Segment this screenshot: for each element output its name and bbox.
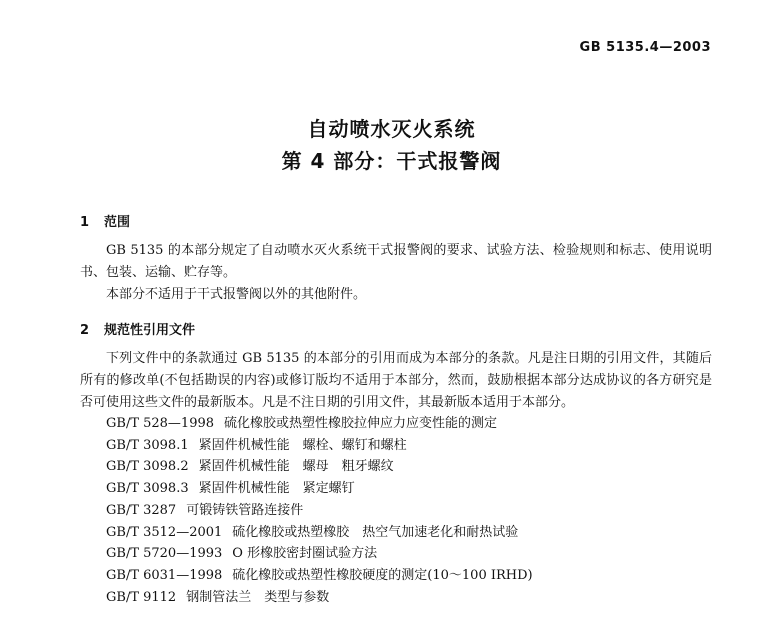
section-number: 2 (80, 323, 90, 338)
section-number: 1 (80, 215, 90, 230)
section-heading-scope (80, 211, 130, 230)
section-heading-normative-references (80, 319, 195, 338)
reference-title: 紧固件机械性能 紧定螺钉 (198, 481, 355, 497)
reference-code: GB/T 6031—1998 (106, 567, 223, 583)
paragraph: 下列文件中的条款通过 GB 5135 的本部分的引用而成为本部分的条款。凡是注日期的引用文件，其随后所有的修改单(不包括勘误的内容)或修订版均不适用于本部分，然而，鼓励根据本部分达成协议的各方研究是否可使用这些文件的最新版本。凡是不注日期的引用文件，其最新版本适用于本部分。 (80, 351, 712, 410)
standard-code: GB 5135.4—2003 (579, 40, 711, 55)
reference-code: GB/T 3098.2 (106, 459, 189, 475)
reference-list (106, 413, 533, 608)
section-title: 范围 (104, 215, 131, 230)
reference-code: GB/T 3512—2001 (106, 524, 223, 540)
reference-title: 硫化橡胶或热塑橡胶 热空气加速老化和耐热试验 (232, 524, 519, 540)
reference-item (106, 543, 533, 565)
reference-title: 钢制管法兰 类型与参数 (186, 589, 330, 605)
document-subtitle: 第 4 部分：干式报警阀 (281, 149, 502, 173)
reference-code: GB/T 528—1998 (106, 416, 215, 431)
reference-title: 紧固件机械性能 螺栓、螺钉和螺柱 (198, 437, 407, 453)
reference-item (106, 587, 533, 609)
reference-title: O 形橡胶密封圈试验方法 (232, 546, 378, 562)
reference-item (106, 435, 533, 457)
reference-code: GB/T 3287 (106, 502, 177, 518)
reference-title: 硫化橡胶或热塑性橡胶拉伸应力应变性能的测定 (224, 416, 498, 431)
reference-code: GB/T 3098.3 (106, 481, 189, 497)
reference-item (106, 413, 533, 435)
paragraph: GB 5135 的本部分规定了自动喷水灭火系统干式报警阀的要求、试验方法、检验规则和标志、使用说明书、包装、运输、贮存等。 (80, 243, 712, 280)
reference-item (106, 522, 533, 544)
reference-item (106, 500, 533, 522)
paragraph: 本部分不适用于干式报警阀以外的其他附件。 (106, 287, 367, 302)
reference-code: GB/T 9112 (106, 589, 177, 605)
reference-code: GB/T 3098.1 (106, 437, 189, 453)
reference-title: 可锻铸铁管路连接件 (186, 502, 304, 518)
reference-title: 紧固件机械性能 螺母 粗牙螺纹 (198, 459, 394, 475)
reference-item (106, 478, 533, 500)
reference-title: 硫化橡胶或热塑性橡胶硬度的测定(10～100 IRHD) (232, 567, 533, 583)
document-title: 自动喷水灭火系统 (307, 117, 476, 141)
reference-code: GB/T 5720—1993 (106, 546, 223, 562)
section-title: 规范性引用文件 (104, 323, 196, 338)
reference-item (106, 456, 533, 478)
reference-item (106, 565, 533, 587)
